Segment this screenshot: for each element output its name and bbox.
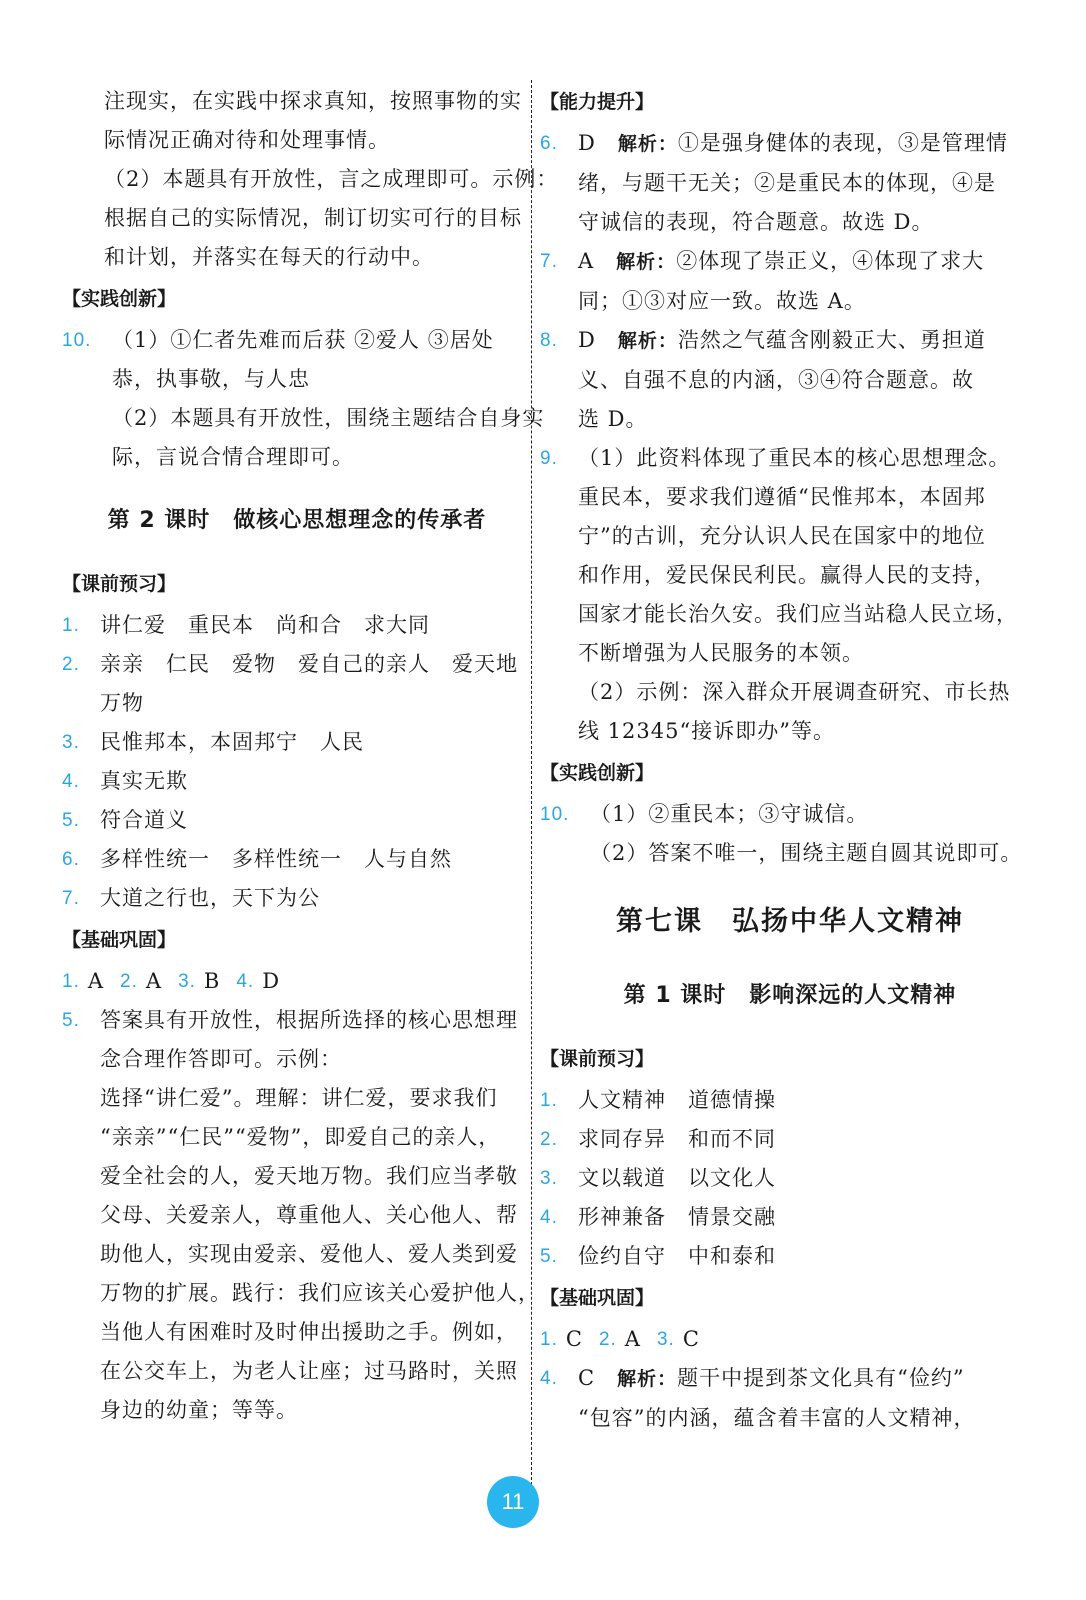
text-line: （1）①仁者先难而后获 ②爱人 ③居处 [112,328,494,352]
question-4 [540,1359,1040,1438]
answer-text: 形神兼备 情景交融 [578,1205,776,1229]
text-line: 父母、关爱亲人，尊重他人、关心他人、帮 [100,1203,518,1227]
question-number: 8. [540,330,558,351]
text-line: 和作用，爱民保民利民。赢得人民的支持， [578,563,996,587]
text-line: 国家才能长治久安。我们应当站稳人民立场， [578,602,1018,626]
text-line: 和计划，并落实在每天的行动中。 [104,245,434,269]
text-line: 根据自己的实际情况，制订切实可行的目标 [104,206,522,230]
analysis-label: 解析： [617,330,678,352]
text-line: 重民本，要求我们遵循“民惟邦本，本固邦 [578,485,986,509]
preview-item [62,606,532,645]
question-6 [540,124,1040,242]
text-line: 际，言说合情合理即可。 [112,445,354,469]
section-heading-practice: 【实践创新】 [540,762,655,784]
preview-item [62,762,532,801]
question-number: 1. [540,1090,558,1111]
answer-text: 俭约自守 中和泰和 [578,1244,776,1268]
question-10 [62,321,545,477]
text-line: 绪，与题干无关；②是重民本的体现，④是 [578,171,996,195]
question-number: 2. [598,1329,617,1350]
question-number: 4. [540,1207,558,1228]
text-line: 守诚信的表现，符合题意。故选 D。 [578,210,934,234]
preview-item [540,1159,1040,1198]
question-number: 7. [540,251,558,272]
text-line: 选 D。 [578,407,648,431]
question-number: 9. [540,448,558,469]
question-number: 3. [540,1168,558,1189]
answer-choice: A [578,249,595,273]
question-number: 4. [236,971,255,992]
chapter-title: 第七课 弘扬中华人文精神 [616,906,964,937]
answer-text: 民惟邦本，本固邦宁 人民 [100,730,364,754]
text-line: ②体现了崇正义，④体现了求大 [676,249,985,273]
answer-choice: D [262,969,281,993]
text-line: “亲亲”“仁民”“爱物”，即爱自己的亲人， [100,1125,501,1149]
question-number: 5. [62,810,80,831]
page-number-badge: 11 [487,1476,539,1528]
preview-item [540,1120,1040,1159]
text-line: 恭，执事敬，与人忠 [112,367,310,391]
question-number: 4. [62,771,80,792]
answer-choice: D [578,328,596,352]
answer-text: 讲仁爱 重民本 尚和合 求大同 [100,613,430,637]
section-heading-preview: 【课前预习】 [540,1048,655,1070]
text-line: 选择“讲仁爱”。理解：讲仁爱，要求我们 [100,1086,498,1110]
answer-text: 多样性统一 多样性统一 人与自然 [100,847,452,871]
question-number: 2. [540,1129,558,1150]
text-line: （2）答案不唯一，围绕主题自圆其说即可。 [590,841,1023,865]
question-5 [62,1001,540,1430]
question-7 [540,242,1040,321]
question-8 [540,321,1040,439]
text-line: 助他人，实现由爱亲、爱他人、爱人类到爱 [100,1242,518,1266]
text-line: 在公交车上，为老人让座；过马路时，关照 [100,1359,518,1383]
text-line: 答案具有开放性，根据所选择的核心思想理 [100,1008,518,1032]
text-line: ①是强身健体的表现，③是管理情 [677,131,1008,155]
section-heading-ability: 【能力提升】 [540,91,655,113]
text-line: 浩然之气蕴含刚毅正大、勇担道 [677,328,986,352]
question-number: 10. [540,804,570,825]
text-line: 义、自强不息的内涵，③④符合题意。故 [578,368,974,392]
continued-answer [62,82,559,277]
question-number: 4. [540,1368,558,1389]
text-line: 不断增强为人民服务的本领。 [578,641,864,665]
section-heading-basic: 【基础巩固】 [540,1287,655,1309]
text-line: “包容”的内涵，蕴含着丰富的人文精神， [578,1406,976,1430]
text-line: （2）示例：深入群众开展调查研究、市长热 [578,680,1011,704]
answer-choice: D [578,131,596,155]
question-number: 10. [62,330,92,351]
answer-text: 人文精神 道德情操 [578,1088,776,1112]
answer-text: 亲亲 仁民 爱物 爱自己的亲人 爱天地 [100,652,518,676]
preview-item [540,1198,1040,1237]
text-line: 题干中提到茶文化具有“俭约” [677,1366,965,1390]
preview-item [62,801,532,840]
lesson-title: 第 1 课时 影响深远的人文精神 [623,983,957,1008]
question-number: 3. [178,971,196,992]
question-number: 3. [656,1329,675,1350]
preview-item [62,879,532,918]
preview-item [62,645,532,723]
basic-answers-row [540,1320,1040,1359]
answer-text: 真实无欺 [100,769,188,793]
text-line: 同；①③对应一致。故选 A。 [578,289,866,313]
answer-choice: B [203,969,221,993]
preview-item [540,1237,1040,1276]
basic-answers-row [62,962,532,1001]
question-10 [540,795,1040,873]
answer-text: 大道之行也，天下为公 [100,886,320,910]
text-line: 注现实，在实践中探求真知，按照事物的实 [104,89,522,113]
answer-text: 万物 [100,691,144,715]
text-line: 际情况正确对待和处理事情。 [104,128,390,152]
text-line: （2）本题具有开放性，围绕主题结合自身实 [112,406,545,430]
text-line: 身边的幼童；等等。 [100,1398,298,1422]
text-line: 念合理作答即可。示例： [100,1047,342,1071]
question-number: 2. [120,971,138,992]
question-9 [540,439,1040,751]
analysis-label: 解析： [617,133,678,155]
answer-choice: A [87,969,105,993]
answer-text: 符合道义 [100,808,188,832]
lesson-title: 第 2 课时 做核心思想理念的传承者 [107,508,487,533]
text-line: （1）②重民本；③守诚信。 [590,802,869,826]
question-number: 1. [62,971,80,992]
text-line: 当他人有困难时及时伸出援助之手。例如， [100,1320,518,1344]
preview-item [540,1081,1040,1120]
section-heading-preview: 【课前预习】 [62,573,177,595]
preview-item [62,840,532,879]
answer-choice: C [578,1366,596,1390]
question-number: 1. [62,615,80,636]
text-line: 万物的扩展。践行：我们应该关心爱护他人， [100,1281,540,1305]
text-line: （2）本题具有开放性，言之成理即可。示例： [104,167,559,191]
answer-choice: C [682,1327,700,1351]
answer-text: 求同存异 和而不同 [578,1127,776,1151]
question-number: 6. [62,849,80,870]
section-heading-basic: 【基础巩固】 [62,929,177,951]
left-column [62,82,559,1430]
question-number: 2. [62,654,80,675]
question-number: 7. [62,888,80,909]
question-number: 5. [540,1246,558,1267]
right-column [540,82,1040,1438]
text-line: 线 12345“接诉即办”等。 [578,719,835,743]
analysis-label: 解析： [616,251,677,273]
question-number: 6. [540,133,558,154]
question-number: 3. [62,732,80,753]
text-line: 爱全社会的人，爱天地万物。我们应当孝敬 [100,1164,518,1188]
analysis-label: 解析： [617,1368,678,1390]
answer-choice: A [624,1327,641,1351]
text-line: 宁”的古训，充分认识人民在国家中的地位 [578,524,986,548]
answer-choice: A [145,969,163,993]
question-number: 5. [62,1010,80,1031]
section-heading-practice: 【实践创新】 [62,288,177,310]
question-number: 1. [540,1329,558,1350]
text-line: （1）此资料体现了重民本的核心思想理念。 [578,446,1011,470]
answer-text: 文以载道 以文化人 [578,1166,776,1190]
preview-item [62,723,532,762]
answer-choice: C [565,1327,583,1351]
